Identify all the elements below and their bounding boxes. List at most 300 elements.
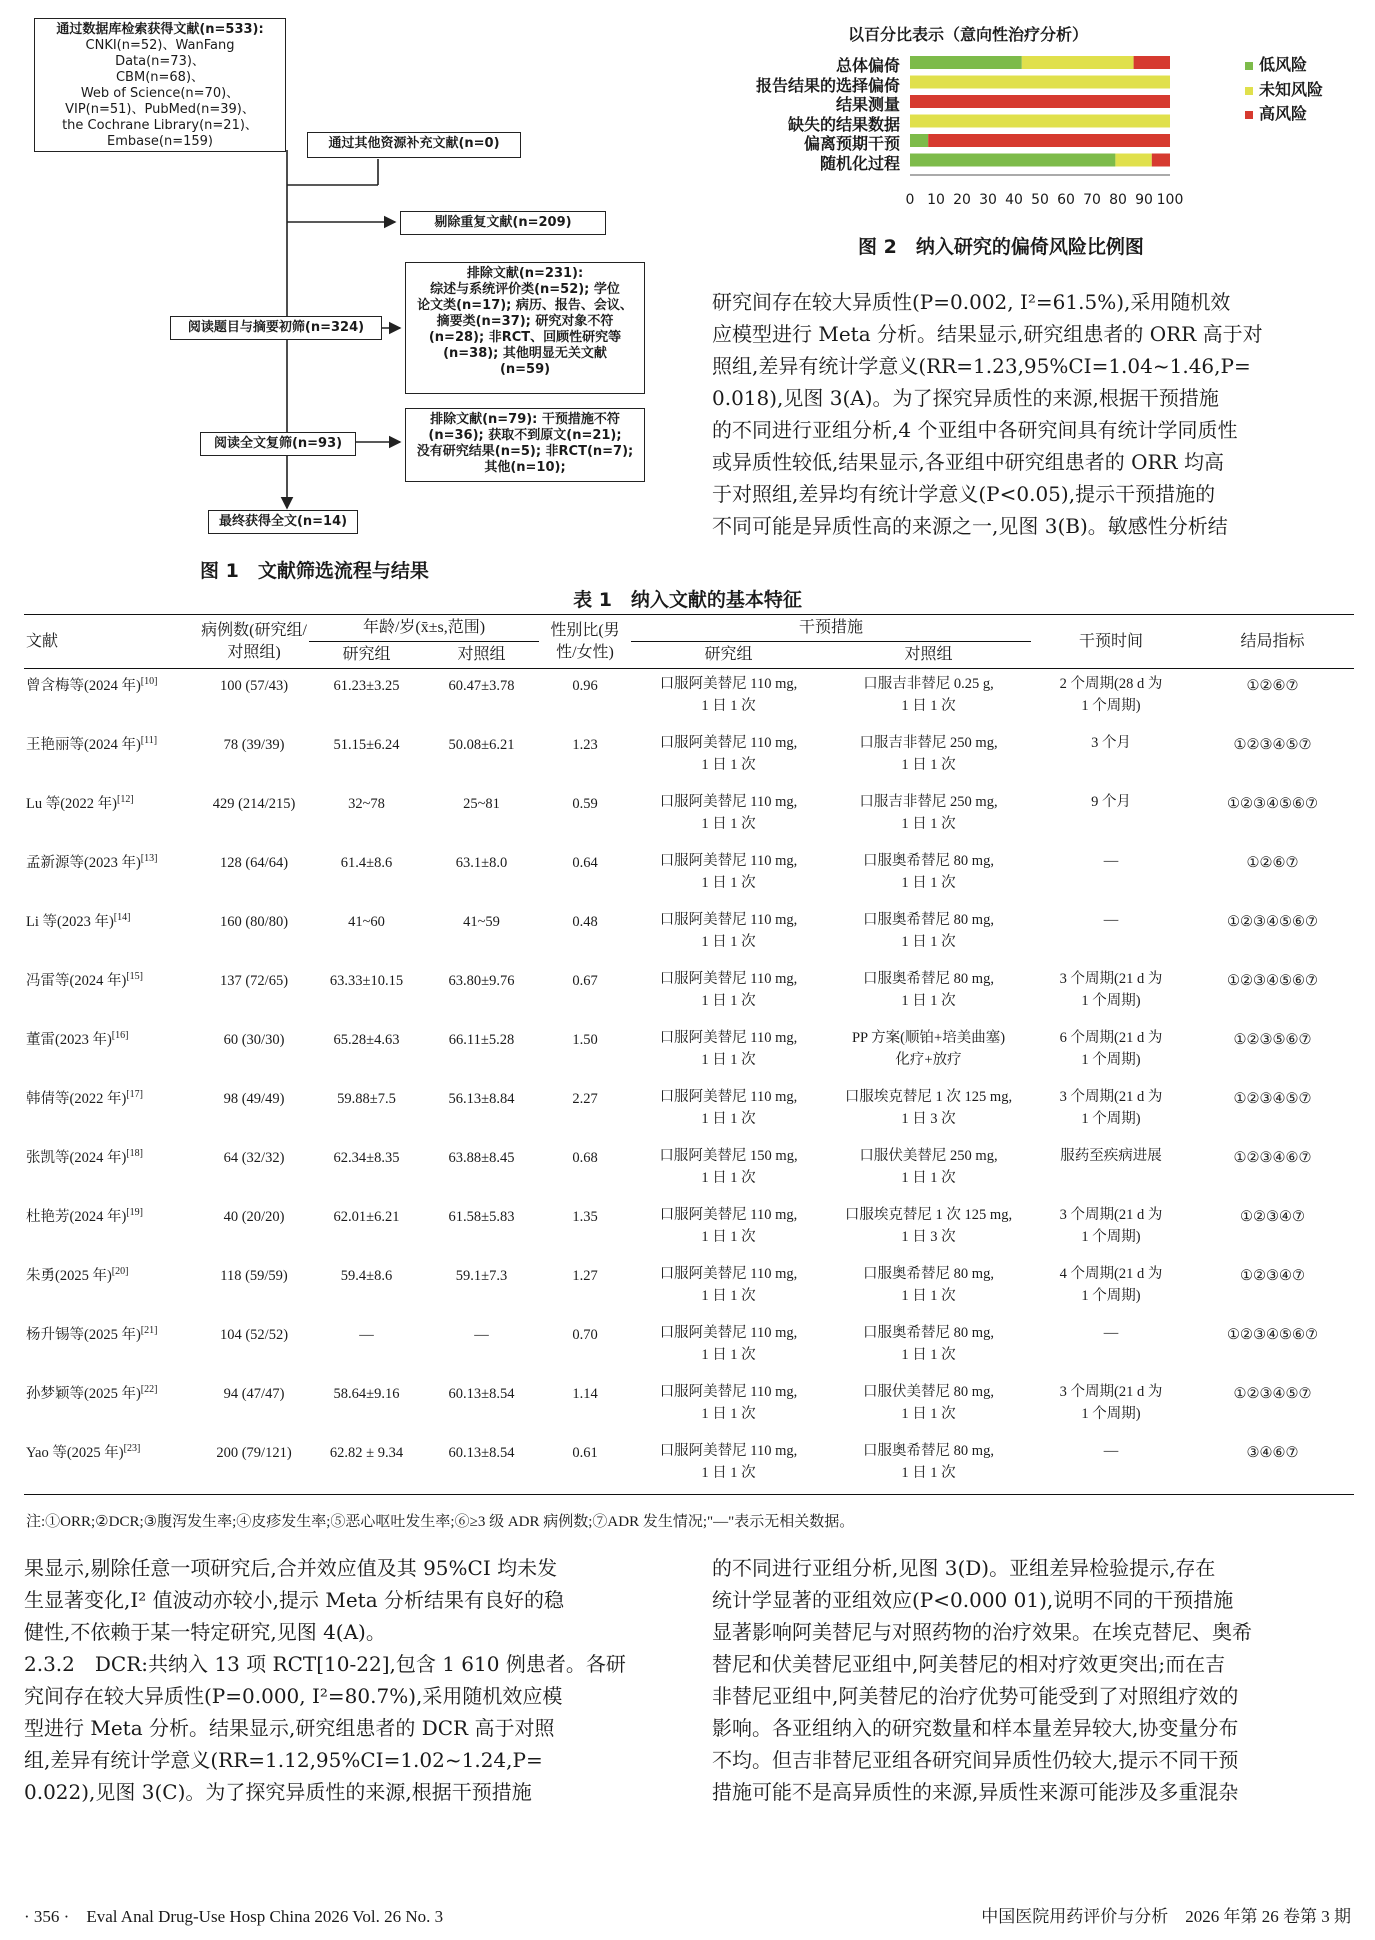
cell-outcome: ①②③④⑤⑥⑦	[1227, 795, 1318, 812]
cell-age-control: 60.13±8.54	[448, 1385, 515, 1402]
cell-int-study	[631, 1082, 826, 1141]
cell-literature	[24, 846, 199, 905]
time-line: 3 个周期(21 d 为	[1059, 1088, 1163, 1105]
figure-1-caption: 图 1 文献筛选流程与结果	[200, 560, 429, 582]
cell-outcome: ①②③⑤⑥⑦	[1233, 1031, 1312, 1048]
text-line: 于对照组,差异均有统计学意义(P<0.05),提示干预措施的	[712, 482, 1216, 506]
lit-name: 王艳丽等(2024 年)	[26, 736, 141, 753]
cell-age-control: 50.08±6.21	[448, 736, 515, 753]
cell-time	[1031, 1200, 1191, 1259]
cell-age-study: 63.33±10.15	[329, 972, 404, 989]
int-line: 口服阿美替尼 110 mg,	[659, 852, 798, 869]
int-line: 口服吉非替尼 250 mg,	[859, 793, 998, 810]
footer-left: · 356 · Eval Anal Drug-Use Hosp China 2026 Vol. 26 No. 3	[24, 1907, 444, 1926]
lit-ref: [16]	[111, 1029, 129, 1041]
cell-age-control: 59.1±7.3	[455, 1267, 508, 1284]
cell-sex-ratio: 0.48	[572, 913, 598, 930]
text-line: 的不同进行亚组分析,见图 3(D)。亚组差异检验提示,存在	[712, 1556, 1216, 1580]
flow-excl2-line: 其他(n=10);	[484, 460, 566, 475]
x-tick-label: 80	[1109, 192, 1127, 208]
table-1	[24, 614, 1354, 1495]
cell-literature	[24, 787, 199, 846]
category-label: 报告结果的选择偏倚	[755, 75, 900, 95]
cell-age-study: 62.34±8.35	[333, 1149, 400, 1166]
cell-outcome: ①②③④⑤⑥⑦	[1227, 972, 1318, 989]
table-row	[24, 1259, 1354, 1318]
cell-int-control	[826, 964, 1031, 1023]
int-line: 口服奥希替尼 80 mg,	[863, 970, 994, 987]
cell-sex-ratio: 2.27	[572, 1090, 598, 1107]
time-line: —	[1103, 911, 1119, 928]
category-label: 随机化过程	[819, 153, 900, 173]
chart-bars	[910, 52, 1240, 212]
lit-name: 孙梦颖等(2025 年)	[26, 1385, 141, 1402]
table-row	[24, 1318, 1354, 1377]
cell-time	[1031, 1259, 1191, 1318]
cell-sex-ratio: 0.59	[572, 795, 598, 812]
flow-box-remove-duplicates: 剔除重复文献(n=209)	[400, 211, 606, 235]
int-line: 1 日 1 次	[701, 1110, 756, 1127]
lit-name: 董雷(2023 年)	[26, 1031, 112, 1048]
cell-literature	[24, 1377, 199, 1436]
th-age-control: 对照组	[424, 642, 539, 669]
time-line: 1 个周期)	[1081, 698, 1141, 714]
lit-ref: [15]	[126, 970, 143, 982]
lit-name: 朱勇(2025 年)	[26, 1267, 112, 1284]
cell-int-study	[631, 1259, 826, 1318]
text-line: 究间存在较大异质性(P=0.000, I²=80.7%),采用随机效应模	[24, 1684, 563, 1708]
cell-age-study: 62.01±6.21	[333, 1208, 400, 1225]
int-line: 口服阿美替尼 110 mg,	[659, 1206, 798, 1223]
cell-int-control	[826, 905, 1031, 964]
cell-outcome: ③④⑥⑦	[1246, 1444, 1299, 1461]
int-line: 1 日 1 次	[901, 874, 956, 891]
th-time: 干预时间	[1031, 615, 1191, 669]
th-cases: 病例数(研究组/对照组)	[199, 615, 309, 669]
int-line: 1 日 1 次	[701, 756, 756, 773]
int-line: 口服奥希替尼 80 mg,	[863, 1324, 994, 1341]
int-line: 1 日 1 次	[701, 1405, 756, 1422]
x-tick-label: 50	[1031, 192, 1049, 208]
cell-int-control	[826, 1200, 1031, 1259]
cell-outcome: ①②③④⑤⑦	[1233, 1385, 1312, 1402]
legend-swatch-high	[1245, 111, 1253, 119]
time-line: 4 个周期(21 d 为	[1059, 1265, 1163, 1282]
int-line: 1 日 1 次	[701, 698, 756, 714]
cell-int-study	[631, 1318, 826, 1377]
cell-sex-ratio: 0.96	[572, 678, 598, 694]
int-line: 口服阿美替尼 110 mg,	[659, 734, 798, 751]
table-row	[24, 1082, 1354, 1141]
flow-excl1-line: 论文类(n=17); 病历、报告、会议、	[417, 298, 633, 313]
lit-name: Li 等(2023 年)	[26, 913, 114, 930]
cell-outcome: ①②⑥⑦	[1246, 854, 1299, 871]
int-line: 口服阿美替尼 110 mg,	[659, 1029, 798, 1046]
x-tick-label: 90	[1135, 192, 1153, 208]
cell-int-study	[631, 1200, 826, 1259]
legend-unknown-risk	[1245, 77, 1323, 100]
cell-age-study: 61.4±8.6	[340, 854, 393, 871]
time-line: 服药至疾病进展	[1060, 1147, 1162, 1164]
lit-ref: [13]	[140, 852, 158, 864]
cell-cases: 128 (64/64)	[219, 854, 289, 871]
cell-int-control	[826, 846, 1031, 905]
legend-high-label: 高风险	[1259, 104, 1308, 123]
cell-age-control: 56.13±8.84	[448, 1090, 515, 1107]
cell-age-study: 62.82 ± 9.34	[329, 1444, 404, 1461]
int-line: 口服吉非替尼 250 mg,	[859, 734, 998, 751]
flow-excl1-line: 摘要类(n=37); 研究对象不符	[436, 314, 614, 329]
cell-int-control	[826, 669, 1031, 728]
text-line: 果显示,剔除任意一项研究后,合并效应值及其 95%CI 均未发	[24, 1556, 558, 1580]
time-line: —	[1103, 1442, 1119, 1459]
text-line: 健性,不依赖于某一特定研究,见图 4(A)。	[24, 1620, 386, 1644]
cell-int-study	[631, 728, 826, 787]
int-line: 1 日 1 次	[701, 815, 756, 832]
time-line: 3 个周期(21 d 为	[1059, 1383, 1163, 1400]
th-int-control: 对照组	[826, 642, 1031, 669]
cell-cases: 78 (39/39)	[223, 736, 285, 753]
x-tick-label: 10	[927, 192, 945, 208]
flow-db-line: Embase(n=159)	[107, 134, 213, 149]
table-body	[24, 669, 1354, 1495]
legend-high-risk	[1245, 101, 1307, 124]
cell-outcome: ①②③④⑦	[1240, 1267, 1305, 1284]
cell-sex-ratio: 0.68	[572, 1149, 598, 1166]
cell-int-control	[826, 1377, 1031, 1436]
int-line: 口服阿美替尼 110 mg,	[659, 1088, 798, 1105]
time-line: 3 个周期(21 d 为	[1059, 1206, 1163, 1223]
cell-outcome: ①②③④⑤⑥⑦	[1227, 1326, 1318, 1343]
cell-age-study: —	[359, 1326, 374, 1343]
table-note: 注:①ORR;②DCR;③腹泻发生率;④皮疹发生率;⑤恶心呕吐发生率;⑥≥3 级 ADR 病例数;⑦ADR 发生情况;"—"表示无相关数据。	[26, 1514, 855, 1530]
cell-age-control: 25~81	[463, 795, 500, 812]
bar-segment-5-2	[1152, 154, 1170, 167]
th-age-study: 研究组	[309, 642, 424, 669]
cell-sex-ratio: 1.14	[572, 1385, 598, 1402]
th-age: 年龄/岁(x̄±s,范围)	[309, 615, 539, 642]
int-line: 1 日 1 次	[701, 1287, 756, 1304]
cell-outcome: ①②③④⑤⑦	[1233, 736, 1312, 753]
cell-sex-ratio: 1.27	[572, 1267, 598, 1284]
cell-int-study	[631, 787, 826, 846]
flow-db-line: the Cochrane Library(n=21)、	[62, 118, 258, 133]
text-line: 的不同进行亚组分析,4 个亚组中各研究间具有统计学同质性	[712, 418, 1238, 442]
lit-ref: [19]	[126, 1206, 143, 1218]
int-line: 口服奥希替尼 80 mg,	[863, 1442, 994, 1459]
int-line: 1 日 1 次	[901, 756, 956, 773]
cell-cases: 64 (32/32)	[223, 1149, 285, 1166]
cell-cases: 118 (59/59)	[220, 1267, 288, 1284]
bar-segment-0-1	[1022, 56, 1134, 69]
cell-outcome: ①②③④⑤⑦	[1233, 1090, 1312, 1107]
lit-ref: [17]	[126, 1088, 143, 1100]
lit-name: 曾含梅等(2024 年)	[26, 678, 141, 694]
cell-cases: 94 (47/47)	[223, 1385, 285, 1402]
time-line: 1 个周期)	[1081, 992, 1141, 1009]
legend-swatch-low	[1245, 62, 1253, 70]
text-line: 研究间存在较大异质性(P=0.002, I²=61.5%),采用随机效	[712, 290, 1231, 314]
cell-age-control: 63.1±8.0	[455, 854, 508, 871]
flow-excl1-line: (n=28); 非RCT、回顾性研究等	[428, 330, 622, 345]
time-line: 9 个月	[1091, 793, 1131, 810]
flow-excl1-line: 排除文献(n=231):	[466, 266, 584, 281]
cell-cases: 137 (72/65)	[219, 972, 289, 989]
cell-sex-ratio: 1.50	[572, 1031, 598, 1048]
cell-sex-ratio: 0.61	[572, 1444, 598, 1461]
cell-cases: 160 (80/80)	[219, 913, 289, 930]
int-line: 1 日 1 次	[701, 1464, 756, 1481]
cell-int-study	[631, 964, 826, 1023]
int-line: 1 日 1 次	[901, 1346, 956, 1363]
bar-segment-5-0	[910, 154, 1115, 167]
text-line: 生显著变化,I² 值波动亦较小,提示 Meta 分析结果有良好的稳	[24, 1588, 564, 1612]
cell-outcome: ①②③④⑦	[1240, 1208, 1305, 1225]
lit-name: 孟新源等(2023 年)	[26, 854, 141, 871]
lit-name: 杜艳芳(2024 年)	[26, 1208, 127, 1225]
cell-time	[1031, 787, 1191, 846]
x-tick-label: 60	[1057, 192, 1075, 208]
int-line: 1 日 1 次	[701, 933, 756, 950]
cell-sex-ratio: 0.67	[572, 972, 598, 989]
cell-literature	[24, 1200, 199, 1259]
cell-int-control	[826, 1082, 1031, 1141]
bar-segment-0-0	[910, 56, 1022, 69]
int-line: 口服伏美替尼 250 mg,	[859, 1147, 998, 1164]
flow-box-title-abstract-screen: 阅读题目与摘要初筛(n=324)	[170, 316, 382, 340]
bar-segment-0-2	[1134, 56, 1170, 69]
table-row	[24, 1436, 1354, 1495]
cell-sex-ratio: 1.23	[572, 736, 598, 753]
table-row	[24, 1377, 1354, 1436]
table-row	[24, 1023, 1354, 1082]
cell-int-study	[631, 1377, 826, 1436]
lit-ref: [22]	[140, 1383, 158, 1395]
text-line: 组,差异有统计学意义(RR=1.12,95%CI=1.02~1.24,P=	[24, 1748, 543, 1772]
time-line: 6 个周期(21 d 为	[1059, 1029, 1163, 1046]
int-line: 1 日 1 次	[701, 992, 756, 1009]
int-line: 口服阿美替尼 110 mg,	[659, 1442, 798, 1459]
time-line: 3 个月	[1091, 734, 1131, 751]
int-line: 1 日 1 次	[901, 992, 956, 1009]
cell-literature	[24, 1318, 199, 1377]
int-line: 口服阿美替尼 150 mg,	[659, 1147, 798, 1164]
int-line: 1 日 1 次	[701, 874, 756, 891]
cell-cases: 200 (79/121)	[216, 1444, 292, 1461]
th-intervention: 干预措施	[631, 615, 1031, 642]
int-line: 1 日 1 次	[901, 1405, 956, 1422]
int-line: 1 日 1 次	[901, 1287, 956, 1304]
time-line: —	[1103, 852, 1119, 869]
flow-box-full-text-screen: 阅读全文复筛(n=93)	[200, 432, 356, 456]
cell-cases: 100 (57/43)	[219, 678, 289, 694]
bar-segment-4-0	[910, 134, 928, 147]
bar-segment-3-1	[910, 115, 1170, 128]
cell-int-control	[826, 728, 1031, 787]
cell-age-control: 63.80±9.76	[448, 972, 515, 989]
time-line: 1 个周期)	[1081, 1051, 1141, 1068]
bar-segment-1-1	[910, 76, 1170, 89]
th-int-study: 研究组	[631, 642, 826, 669]
int-line: 1 日 1 次	[901, 933, 956, 950]
lit-ref: [18]	[126, 1147, 143, 1159]
legend-swatch-unknown	[1245, 87, 1253, 95]
cell-literature	[24, 728, 199, 787]
cell-literature	[24, 964, 199, 1023]
footer-right: 中国医院用药评价与分析 2026 年第 26 卷第 3 期	[981, 1907, 1351, 1926]
flow-db-title: 通过数据库检索获得文献(n=533):	[56, 22, 264, 37]
cell-outcome: ①②③④⑤⑥⑦	[1227, 913, 1318, 930]
cell-age-study: 32~78	[348, 795, 385, 812]
cell-age-study: 65.28±4.63	[333, 1031, 400, 1048]
int-line: 1 日 3 次	[901, 1228, 956, 1245]
lit-name: 冯雷等(2024 年)	[26, 972, 127, 989]
flow-excl2-line: (n=36); 获取不到原文(n=21);	[428, 428, 622, 443]
cell-age-control: —	[474, 1326, 489, 1343]
text-line: 不均。但吉非替尼亚组各研究间异质性仍较大,提示不同干预	[712, 1748, 1239, 1772]
cell-int-study	[631, 846, 826, 905]
cell-cases: 98 (49/49)	[223, 1090, 285, 1107]
cell-time	[1031, 1377, 1191, 1436]
int-line: 口服阿美替尼 110 mg,	[659, 1265, 798, 1282]
category-label: 偏离预期干预	[803, 134, 900, 153]
legend-low-label: 低风险	[1259, 55, 1308, 74]
cell-outcome: ①②⑥⑦	[1246, 678, 1299, 694]
cell-age-control: 60.47±3.78	[448, 678, 515, 694]
legend-unknown-label: 未知风险	[1259, 80, 1324, 99]
category-label: 结果测量	[835, 95, 900, 114]
flow-excl1-line: 综述与系统评价类(n=52); 学位	[430, 282, 620, 297]
int-line: 1 日 1 次	[701, 1346, 756, 1363]
int-line: 口服奥希替尼 80 mg,	[863, 852, 994, 869]
cell-literature	[24, 1141, 199, 1200]
time-line: 2 个周期(28 d 为	[1059, 676, 1163, 692]
int-line: 口服伏美替尼 80 mg,	[863, 1383, 994, 1400]
flow-excl1-line: (n=59)	[499, 362, 551, 377]
flow-excl2-line: 排除文献(n=79): 干预措施不符	[430, 412, 620, 427]
cell-int-study	[631, 1023, 826, 1082]
int-line: 1 日 1 次	[901, 815, 956, 832]
flow-excl1-line: (n=38); 其他明显无关文献	[443, 346, 607, 361]
flow-db-line: CNKI(n=52)、WanFang Data(n=73)、	[85, 38, 235, 69]
int-line: 口服奥希替尼 80 mg,	[863, 911, 994, 928]
int-line: 1 日 1 次	[701, 1228, 756, 1245]
table-row	[24, 728, 1354, 787]
text-line: 2.3.2 DCR:共纳入 13 项 RCT[10-22],包含 1 610 例患者。各研	[24, 1652, 626, 1676]
int-line: 口服阿美替尼 110 mg,	[659, 970, 798, 987]
text-line: 照组,差异有统计学意义(RR=1.23,95%CI=1.04~1.46,P=	[712, 354, 1251, 378]
category-label: 总体偏倚	[835, 56, 900, 75]
int-line: 1 日 1 次	[901, 1169, 956, 1186]
lit-name: 张凯等(2024 年)	[26, 1149, 127, 1166]
time-line: 1 个周期)	[1081, 1405, 1141, 1422]
int-line: 口服阿美替尼 110 mg,	[659, 911, 798, 928]
int-line: 口服吉非替尼 0.25 g,	[863, 676, 994, 692]
th-sex: 性别比(男性/女性)	[539, 615, 631, 669]
int-line: 口服奥希替尼 80 mg,	[863, 1265, 994, 1282]
cell-cases: 429 (214/215)	[212, 795, 296, 812]
int-line: 化疗+放疗	[895, 1051, 962, 1068]
cell-int-control	[826, 787, 1031, 846]
text-line: 影响。各亚组纳入的研究数量和样本量差异较大,协变量分布	[712, 1716, 1239, 1740]
int-line: 1 日 3 次	[901, 1110, 956, 1127]
flow-excl2-line: 没有研究结果(n=5); 非RCT(n=7);	[416, 444, 634, 459]
right-column-text-2	[712, 1552, 1352, 1808]
cell-literature	[24, 1082, 199, 1141]
cell-int-study	[631, 1141, 826, 1200]
cell-age-control: 66.11±5.28	[448, 1031, 515, 1048]
bar-segment-5-1	[1115, 154, 1151, 167]
text-line: 0.018),见图 3(A)。为了探究异质性的来源,根据干预措施	[712, 386, 1219, 410]
cell-int-study	[631, 1436, 826, 1495]
th-outcome: 结局指标	[1191, 615, 1354, 669]
int-line: 1 日 1 次	[901, 1464, 956, 1481]
cell-age-study: 59.88±7.5	[337, 1090, 396, 1107]
lit-ref: [12]	[117, 793, 134, 805]
x-tick-label: 100	[1156, 192, 1184, 208]
cell-outcome: ①②③④⑥⑦	[1233, 1149, 1312, 1166]
cell-time	[1031, 1318, 1191, 1377]
cell-int-control	[826, 1436, 1031, 1495]
figure-2-caption: 图 2 纳入研究的偏倚风险比例图	[858, 236, 1144, 258]
table-row	[24, 787, 1354, 846]
flow-db-line: CBM(n=68)、	[115, 70, 205, 85]
text-line: 替尼和伏美替尼亚组中,阿美替尼的相对疗效更突出;而在吉	[712, 1652, 1226, 1676]
lit-ref: [21]	[140, 1324, 158, 1336]
cell-sex-ratio: 1.35	[572, 1208, 598, 1225]
time-line: 1 个周期)	[1081, 1228, 1141, 1245]
lit-ref: [14]	[113, 911, 131, 923]
cell-sex-ratio: 0.70	[572, 1326, 598, 1343]
text-line: 非替尼亚组中,阿美替尼的治疗优势可能受到了对照组疗效的	[712, 1684, 1239, 1708]
int-line: 口服埃克替尼 1 次 125 mg,	[844, 1088, 1013, 1105]
cell-time	[1031, 669, 1191, 728]
left-column-text	[24, 1552, 664, 1808]
cell-time	[1031, 1141, 1191, 1200]
time-line: —	[1103, 1324, 1119, 1341]
flow-box-final: 最终获得全文(n=14)	[208, 510, 358, 534]
cell-int-control	[826, 1141, 1031, 1200]
bar-segment-2-2	[910, 95, 1170, 108]
cell-age-control: 41~59	[463, 913, 500, 930]
text-line: 0.022),见图 3(C)。为了探究异质性的来源,根据干预措施	[24, 1780, 532, 1804]
cell-int-control	[826, 1023, 1031, 1082]
int-line: 口服埃克替尼 1 次 125 mg,	[844, 1206, 1013, 1223]
cell-literature	[24, 905, 199, 964]
text-line: 型进行 Meta 分析。结果显示,研究组患者的 DCR 高于对照	[24, 1716, 555, 1740]
lit-ref: [10]	[140, 676, 158, 688]
cell-age-study: 41~60	[348, 913, 385, 930]
legend-low-risk	[1245, 52, 1307, 75]
flow-box-other-sources: 通过其他资源补充文献(n=0)	[307, 132, 521, 158]
int-line: 1 日 1 次	[701, 1169, 756, 1186]
flow-box-exclusion-1	[405, 262, 645, 394]
cell-age-study: 51.15±6.24	[333, 736, 400, 753]
x-tick-label: 40	[1005, 192, 1023, 208]
flow-box-database-search	[34, 18, 286, 152]
cell-time	[1031, 728, 1191, 787]
category-label: 缺失的结果数据	[787, 114, 900, 134]
x-tick-label: 30	[979, 192, 997, 208]
lit-ref: [11]	[140, 734, 158, 746]
cell-time	[1031, 846, 1191, 905]
lit-ref: [23]	[123, 1442, 141, 1454]
cell-time	[1031, 1436, 1191, 1495]
table-row	[24, 1141, 1354, 1200]
bar-segment-4-2	[928, 134, 1170, 147]
table-row	[24, 669, 1354, 728]
flow-db-line: Web of Science(n=70)、	[80, 86, 240, 101]
